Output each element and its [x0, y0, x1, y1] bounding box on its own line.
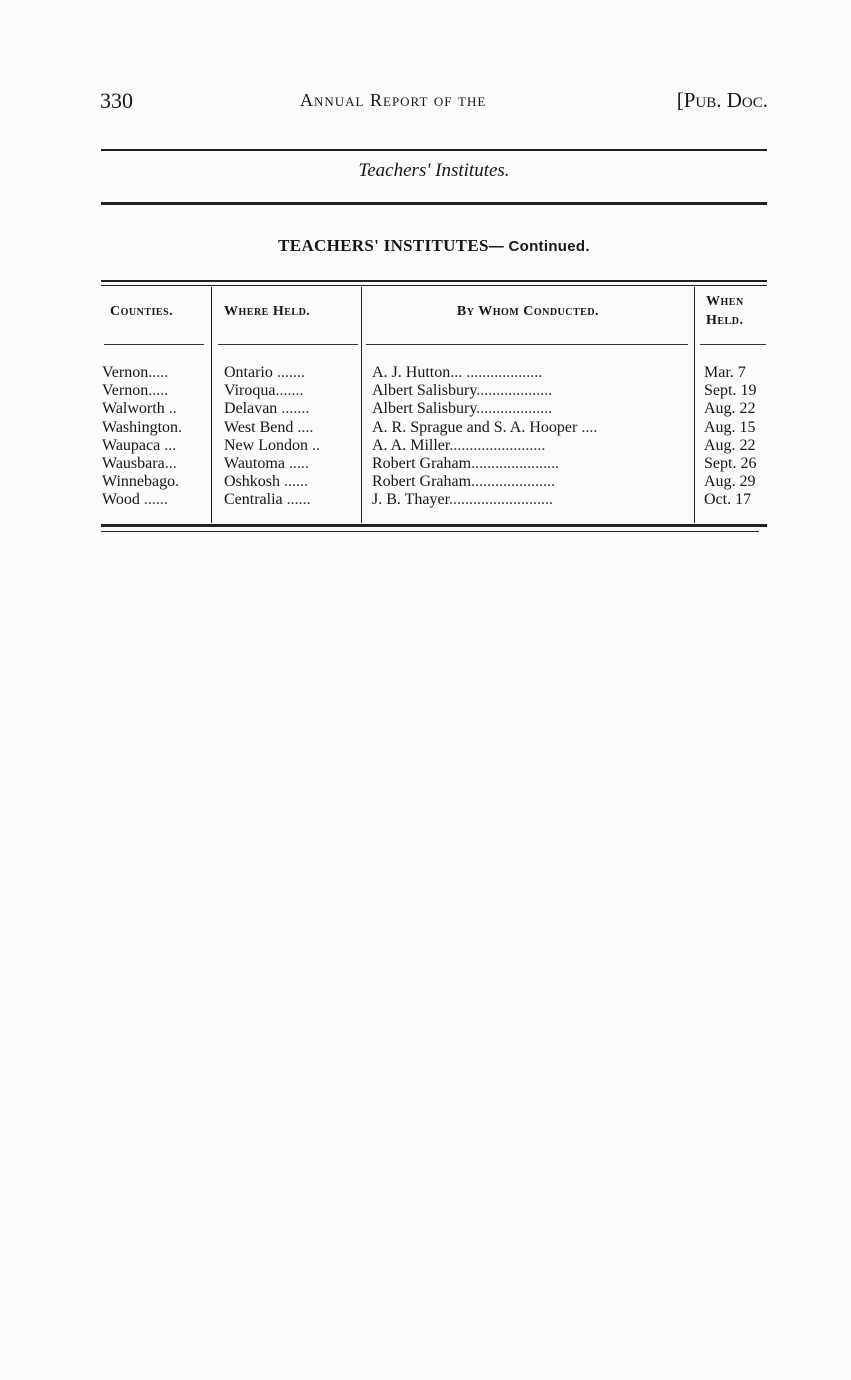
- leader-dots: ......................: [471, 455, 560, 473]
- leader-dots: .....: [284, 455, 309, 473]
- table-row: [372, 364, 694, 382]
- county-cell: Vernon: [102, 382, 149, 400]
- leader-dots: .....: [148, 364, 169, 381]
- when-held-column: [704, 364, 770, 510]
- column-header-when-held: [706, 292, 744, 330]
- leader-dots: ...................: [476, 382, 553, 400]
- table-bottom-rule-2: [101, 531, 759, 532]
- conductor-cell: Robert Graham: [372, 455, 472, 473]
- where-cell: Centralia: [224, 491, 283, 509]
- where-cell: Delavan: [224, 400, 278, 418]
- date-cell: Aug. 29: [704, 473, 756, 491]
- leader-dots: .....: [148, 382, 169, 400]
- table-row: [224, 364, 361, 382]
- table-row: [224, 455, 361, 473]
- conductor-cell: A. R. Sprague and S. A. Hooper: [372, 418, 578, 436]
- county-cell: Washington: [102, 418, 179, 436]
- county-cell: Waupaca: [102, 436, 161, 454]
- table-row: [224, 437, 361, 455]
- date-cell: Oct. 17: [704, 491, 752, 509]
- table-title: [100, 236, 768, 256]
- date-cell: Mar. 7: [704, 364, 746, 381]
- table-row: [102, 382, 212, 400]
- column-header-by-whom: By Whom Conducted.: [456, 304, 600, 319]
- table-row: [372, 473, 694, 491]
- table-top-rule-1: [101, 280, 767, 282]
- table-row: [102, 419, 212, 437]
- date-cell: Aug. 22: [704, 436, 756, 454]
- date-cell: Aug. 22: [704, 400, 756, 418]
- table-row: [372, 491, 694, 509]
- table-row: [224, 419, 361, 437]
- section-title: Teachers' Institutes.: [358, 160, 510, 181]
- conductor-cell: A. J. Hutton: [372, 364, 451, 381]
- conductor-cell: A. A. Miller: [372, 436, 450, 454]
- date-cell: Sept. 19: [704, 382, 757, 400]
- where-cell: Oshkosh: [224, 473, 281, 491]
- leader-dots: .......: [272, 364, 305, 381]
- column-divider: [361, 287, 362, 523]
- table-row: [224, 473, 361, 491]
- table-row: [372, 437, 694, 455]
- page-header: [100, 88, 768, 120]
- table-row: [372, 382, 694, 400]
- date-cell: Sept. 26: [704, 455, 757, 473]
- table-title-continued: — Continued.: [488, 238, 590, 255]
- header-underline: [700, 344, 766, 345]
- table-row: [372, 400, 694, 418]
- leader-dots: ..: [164, 400, 177, 418]
- column-header-where-held: Where Held.: [224, 304, 311, 319]
- leader-dots: ...................: [476, 400, 553, 418]
- table-row: [224, 400, 361, 418]
- table-row: [102, 400, 212, 418]
- leader-dots: ...: [164, 455, 177, 473]
- where-cell: New London: [224, 436, 308, 454]
- page-number: 330: [100, 88, 133, 113]
- table-top-rule-2: [101, 285, 767, 286]
- column-divider: [694, 287, 695, 523]
- table-row: [372, 455, 694, 473]
- leader-dots: .......: [275, 382, 304, 400]
- where-cell: Viroqua: [224, 382, 276, 400]
- where-cell: West Bend: [224, 418, 294, 436]
- table-row: [102, 455, 212, 473]
- running-title: Annual Report of the: [300, 90, 487, 110]
- conductor-cell: Albert Salisbury: [372, 382, 477, 400]
- conductor-cell: J. B. Thayer: [372, 491, 450, 509]
- county-cell: Wausbara: [102, 455, 165, 473]
- header-rule-top: [101, 149, 767, 151]
- table-row: [224, 382, 361, 400]
- table-bottom-rule-1: [101, 524, 767, 527]
- table-row: [102, 473, 212, 491]
- counties-column: [102, 364, 212, 510]
- leader-dots: ......: [139, 491, 168, 509]
- leader-dots: ... ...................: [450, 364, 543, 381]
- leader-dots: ....: [293, 418, 314, 436]
- county-cell: Winnebago: [102, 473, 176, 491]
- leader-dots: ......: [280, 473, 309, 491]
- where-held-column: [224, 364, 361, 510]
- leader-dots: ....: [577, 418, 598, 436]
- header-underline: [218, 344, 358, 345]
- document-reference: [Pub. Doc.: [676, 88, 768, 112]
- leader-dots: .......: [277, 400, 310, 418]
- leader-dots: ......: [282, 491, 311, 509]
- conductor-cell: Robert Graham: [372, 473, 472, 491]
- column-header-when-line2: Held.: [706, 313, 744, 328]
- where-cell: Wautoma: [224, 455, 285, 473]
- leader-dots: .: [175, 473, 180, 491]
- conductor-cell: Albert Salisbury: [372, 400, 477, 418]
- leader-dots: ........................: [449, 436, 546, 454]
- by-whom-column: [372, 364, 694, 510]
- where-cell: Ontario: [224, 364, 273, 381]
- date-cell: Aug. 15: [704, 418, 756, 436]
- column-header-counties: Counties.: [110, 304, 174, 319]
- county-cell: Walworth: [102, 400, 165, 418]
- table-row: [372, 419, 694, 437]
- column-header-when-line1: When: [706, 294, 744, 309]
- leader-dots: .....................: [471, 473, 556, 491]
- table-row: [102, 491, 212, 509]
- leader-dots: ...: [160, 436, 177, 454]
- table-title-main: TEACHERS' INSTITUTES: [278, 236, 489, 255]
- county-cell: Wood: [102, 491, 140, 509]
- table-row: [102, 437, 212, 455]
- leader-dots: ..........................: [449, 491, 554, 509]
- leader-dots: ..: [307, 436, 320, 454]
- leader-dots: .: [178, 418, 183, 436]
- header-underline: [104, 344, 204, 345]
- header-rule-bottom: [101, 202, 767, 205]
- county-cell: Vernon: [102, 364, 149, 381]
- table-row: [224, 491, 361, 509]
- header-underline: [366, 344, 688, 345]
- table-row: [102, 364, 212, 382]
